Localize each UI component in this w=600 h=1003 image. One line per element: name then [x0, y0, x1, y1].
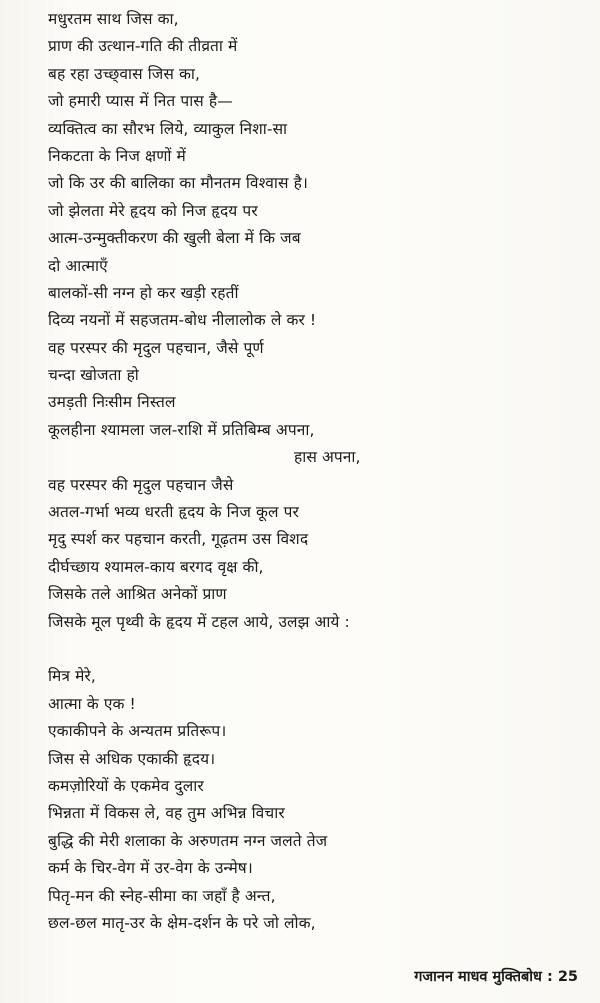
poem-line: दो आत्माएँ: [48, 256, 108, 275]
poem-line: वह परस्पर की मृदुल पहचान, जैसे पूर्ण: [48, 338, 264, 357]
poem-line: जिसके मूल पृथ्वी के हृदय में टहल आये, उलझ आये :: [48, 612, 350, 631]
poem-line: जो कि उर की बालिका का मौनतम विश्वास है।: [48, 174, 308, 193]
stanza-gap: [48, 636, 588, 663]
poem-line: कर्म के चिर-वेग में उर-वेग के उन्मेष।: [48, 859, 253, 878]
poem-text: [48, 6, 588, 937]
poem-line: दीर्घच्छाय श्यामल-काय बरगद वृक्ष की,: [48, 557, 264, 576]
poem-line: जो हमारी प्यास में नित पास है—: [48, 92, 233, 111]
poem-line: जिस से अधिक एकाकी हृदय।: [48, 749, 216, 768]
poem-line: जिसके तले आश्रित अनेकों प्राण: [48, 585, 227, 604]
poem-line: उमड़ती निःसीम निस्तल: [48, 393, 176, 412]
poem-line: कमज़ोरियों के एकमेव दुलार: [48, 776, 204, 795]
poem-line: कूलहीना श्यामला जल-राशि में प्रतिबिम्ब अपना,: [48, 420, 315, 439]
poem-line: बह रहा उच्छ्‌वास जिस का,: [48, 64, 200, 83]
poem-line: आत्मा के एक !: [48, 694, 136, 713]
poem-line-indented: हास अपना,: [294, 448, 361, 467]
poem-line: भिन्नता में विकस ले, वह तुम अभिन्न विचार: [48, 804, 285, 823]
poem-line: आत्म-उन्मुक्तीकरण की खुली बेला में कि जब: [48, 229, 301, 248]
poem-line: एकाकीपने के अन्यतम प्रतिरूप।: [48, 722, 227, 741]
poem-line: वह परस्पर की मृदुल पहचान जैसे: [48, 475, 234, 494]
page-footer: गजानन माधव मुक्तिबोध : 25: [414, 969, 578, 985]
poem-line: बालकों-सी नग्न हो कर खड़ी रहतीं: [48, 283, 239, 302]
poem-line: बुद्धि की मेरी शलाका के अरुणतम नग्न जलते तेज: [48, 831, 328, 850]
poem-line: व्यक्तित्व का सौरभ लिये, व्याकुल निशा-सा: [48, 119, 288, 138]
poem-line: अतल-गर्भा भव्य धरती हृदय के निज कूल पर: [48, 503, 299, 522]
poem-line: जो झेलता मेरे हृदय को निज हृदय पर: [48, 201, 258, 220]
poem-line: दिव्य नयनों में सहजतम-बोध नीलालोक ले कर !: [48, 311, 317, 330]
poem-line: प्राण की उत्थान-गति की तीव्रता में: [48, 37, 238, 56]
poem-line: छल-छल मातृ-उर के क्षेम-दर्शन के परे जो लोक,: [48, 913, 316, 932]
poem-line: पितृ-मन की स्नेह-सीमा का जहाँ है अन्त,: [48, 886, 276, 905]
poem-line: मधुरतम साथ जिस का,: [48, 10, 179, 28]
poem-line: चन्दा खोजता हो: [48, 366, 139, 385]
poem-line: मृदु स्पर्श कर पहचान करती, गूढ़तम उस विशद: [48, 530, 309, 549]
poem-line: निकटता के निज क्षणों में: [48, 146, 186, 165]
poem-line: मित्र मेरे,: [48, 667, 96, 686]
